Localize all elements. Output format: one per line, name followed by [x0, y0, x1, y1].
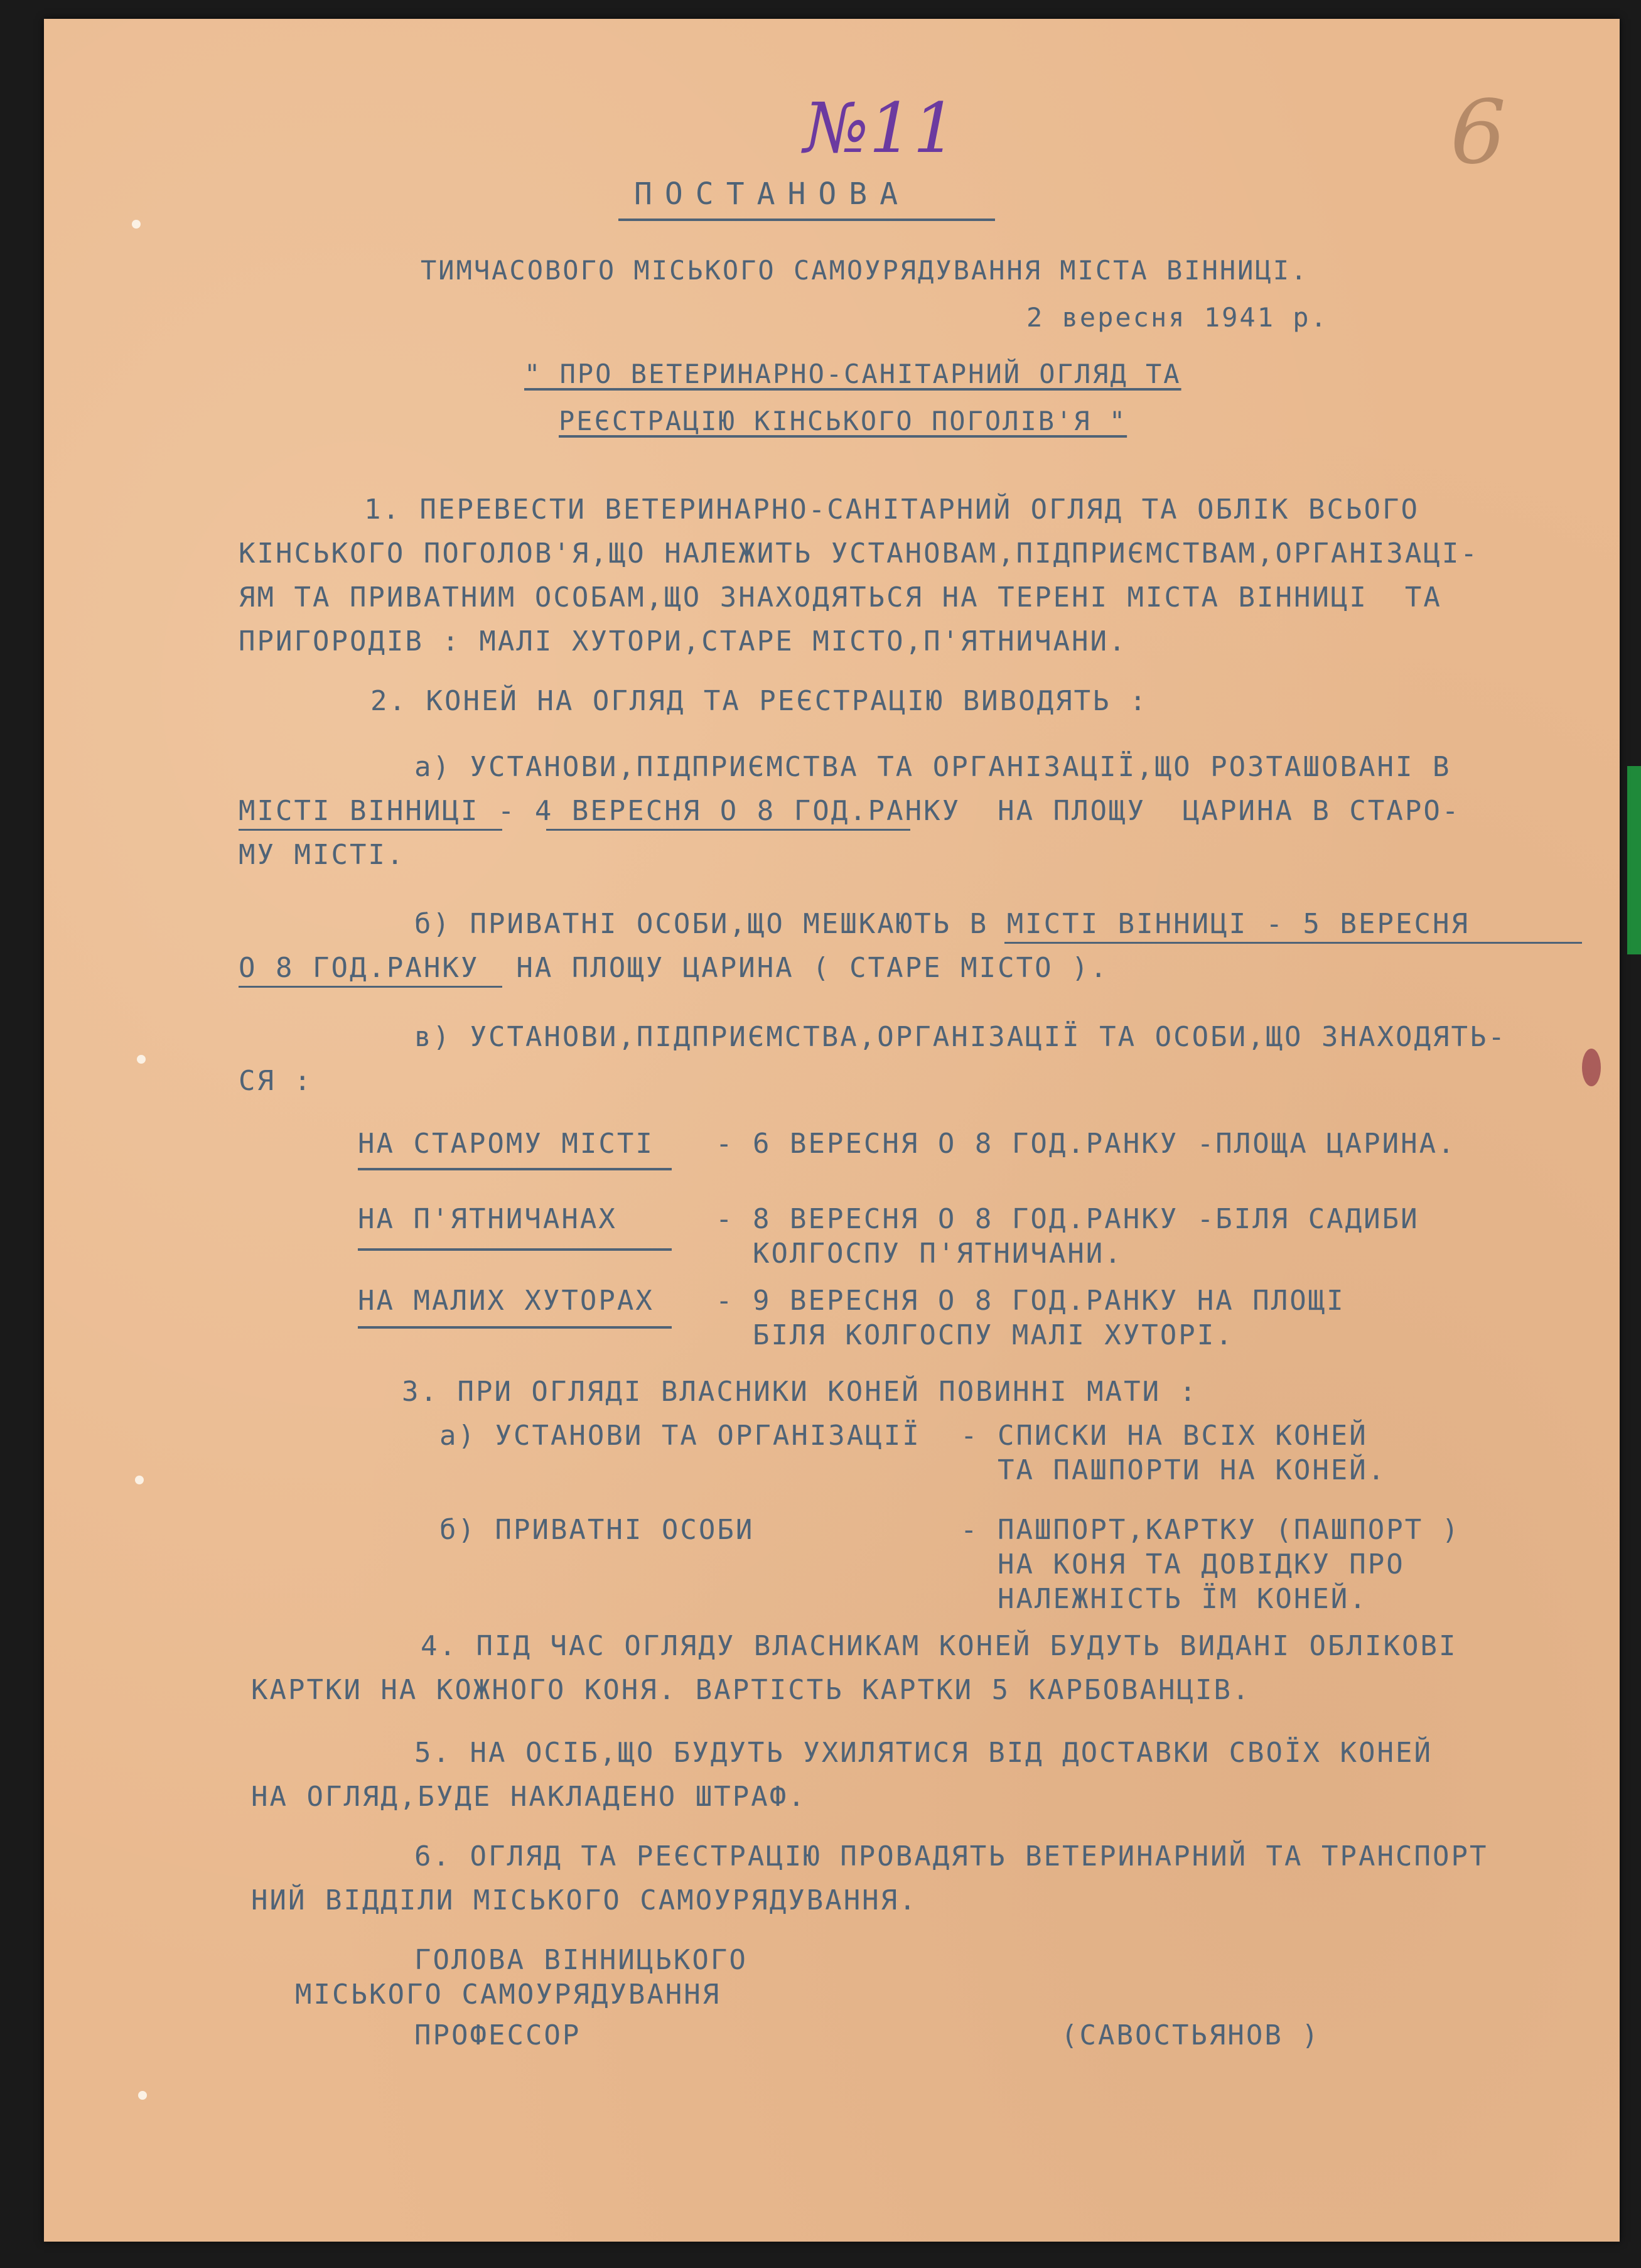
- schedule-time: - 6 ВЕРЕСНЯ О 8 ГОД.РАНКУ -ПЛОЩА ЦАРИНА.: [716, 1128, 1456, 1160]
- document-page: [44, 19, 1620, 2242]
- schedule-time: - 9 ВЕРЕСНЯ О 8 ГОД.РАНКУ НА ПЛОЩІ: [716, 1285, 1345, 1317]
- handwritten-page-number: 6: [1450, 82, 1507, 184]
- underline: [239, 986, 502, 988]
- underline: [1004, 942, 1582, 944]
- signature-line: ГОЛОВА ВІННИЦЬКОГО: [414, 1944, 748, 1976]
- p2a-line: МУ МІСТІ.: [239, 839, 406, 871]
- p2a-line: а) УСТАНОВИ,ПІДПРИЄМСТВА ТА ОРГАНІЗАЦІЇ,ЩО РОЗТАШОВАНІ В: [414, 751, 1451, 783]
- subject-line-1: " ПРО ВЕТЕРИНАРНО-САНІТАРНИЙ ОГЛЯД ТА: [524, 359, 1181, 389]
- p3b-right: - ПАШПОРТ,КАРТКУ (ПАШПОРТ ): [960, 1514, 1461, 1546]
- schedule-place: НА П'ЯТНИЧАНАХ: [358, 1203, 617, 1235]
- folder-tab: [1627, 766, 1641, 954]
- p1-line: ЯМ ТА ПРИВАТНИМ ОСОБАМ,ЩО ЗНАХОДЯТЬСЯ НА ТЕРЕНІ МІСТА ВІННИЦІ ТА: [239, 581, 1442, 613]
- punch-hole: [135, 1476, 144, 1484]
- p2c-line: в) УСТАНОВИ,ПІДПРИЄМСТВА,ОРГАНІЗАЦІЇ ТА ОСОБИ,ЩО ЗНАХОДЯТЬ-: [414, 1021, 1507, 1053]
- p3b-right: НА КОНЯ ТА ДОВІДКУ ПРО: [960, 1548, 1405, 1580]
- p5-line: 5. НА ОСІБ,ЩО БУДУТЬ УХИЛЯТИСЯ ВІД ДОСТАВКИ СВОЇХ КОНЕЙ: [414, 1737, 1433, 1769]
- p3a-right: ТА ПАШПОРТИ НА КОНЕЙ.: [960, 1454, 1387, 1486]
- issuer-line: ТИМЧАСОВОГО МІСЬКОГО САМОУРЯДУВАННЯ МІСТА ВІННИЦІ.: [421, 255, 1309, 286]
- underline: [358, 1168, 672, 1170]
- signature-line: ПРОФЕССОР: [414, 2019, 581, 2051]
- title-underline: [618, 219, 995, 221]
- p2b-line: О 8 ГОД.РАНКУ НА ПЛОЩУ ЦАРИНА ( СТАРЕ МІСТО ).: [239, 952, 1109, 984]
- p3b-right: НАЛЕЖНІСТЬ ЇМ КОНЕЙ.: [960, 1583, 1368, 1615]
- handwritten-doc-number: №11: [804, 88, 957, 168]
- p2b-line: б) ПРИВАТНІ ОСОБИ,ЩО МЕШКАЮТЬ В МІСТІ ВІННИЦІ - 5 ВЕРЕСНЯ: [414, 908, 1470, 940]
- p1-line: 1. ПЕРЕВЕСТИ ВЕТЕРИНАРНО-САНІТАРНИЙ ОГЛЯД ТА ОБЛІК ВСЬОГО: [364, 494, 1419, 526]
- underline: [546, 829, 910, 831]
- p3a-left: а) УСТАНОВИ ТА ОРГАНІЗАЦІЇ: [439, 1420, 921, 1452]
- signatory-name: (САВОСТЬЯНОВ ): [1061, 2019, 1320, 2051]
- subject-line-2: РЕЄСТРАЦІЮ КІНСЬКОГО ПОГОЛІВ'Я ": [559, 406, 1127, 436]
- p2-line: 2. КОНЕЙ НА ОГЛЯД ТА РЕЄСТРАЦІЮ ВИВОДЯТЬ :: [370, 685, 1148, 717]
- punch-hole: [138, 2091, 147, 2100]
- schedule-time: - 8 ВЕРЕСНЯ О 8 ГОД.РАНКУ -БІЛЯ САДИБИ: [716, 1203, 1419, 1235]
- p6-line: НИЙ ВІДДІЛИ МІСЬКОГО САМОУРЯДУВАННЯ.: [251, 1884, 918, 1916]
- ink-stain: [1582, 1049, 1601, 1086]
- p3-line: 3. ПРИ ОГЛЯДІ ВЛАСНИКИ КОНЕЙ ПОВИННІ МАТИ :: [402, 1376, 1198, 1408]
- document-title: ПОСТАНОВА: [634, 176, 911, 212]
- underline: [358, 1326, 672, 1329]
- punch-hole: [137, 1055, 146, 1064]
- p3a-right: - СПИСКИ НА ВСІХ КОНЕЙ: [960, 1420, 1368, 1452]
- p1-line: КІНСЬКОГО ПОГОЛОВ'Я,ЩО НАЛЕЖИТЬ УСТАНОВАМ,ПІДПРИЄМСТВАМ,ОРГАНІЗАЦІ-: [239, 537, 1479, 570]
- p3b-left: б) ПРИВАТНІ ОСОБИ: [439, 1514, 755, 1546]
- p4-line: КАРТКИ НА КОЖНОГО КОНЯ. ВАРТІСТЬ КАРТКИ 5 КАРБОВАНЦІВ.: [251, 1674, 1251, 1706]
- underline: [239, 829, 502, 831]
- schedule-time: КОЛГОСПУ П'ЯТНИЧАНИ.: [716, 1238, 1123, 1270]
- document-date: 2 вересня 1941 р.: [1026, 302, 1328, 333]
- p2c-line: СЯ :: [239, 1065, 313, 1097]
- p4-line: 4. ПІД ЧАС ОГЛЯДУ ВЛАСНИКАМ КОНЕЙ БУДУТЬ ВИДАНІ ОБЛІКОВІ: [421, 1630, 1458, 1662]
- p5-line: НА ОГЛЯД,БУДЕ НАКЛАДЕНО ШТРАФ.: [251, 1781, 807, 1813]
- schedule-place: НА МАЛИХ ХУТОРАХ: [358, 1285, 654, 1317]
- p2a-line: МІСТІ ВІННИЦІ - 4 ВЕРЕСНЯ О 8 ГОД.РАНКУ НА ПЛОЩУ ЦАРИНА В СТАРО-: [239, 795, 1461, 827]
- schedule-time: БІЛЯ КОЛГОСПУ МАЛІ ХУТОРІ.: [716, 1319, 1234, 1351]
- punch-hole: [132, 220, 141, 229]
- p1-line: ПРИГОРОДІВ : МАЛІ ХУТОРИ,СТАРЕ МІСТО,П'ЯТНИЧАНИ.: [239, 625, 1127, 657]
- p6-line: 6. ОГЛЯД ТА РЕЄСТРАЦІЮ ПРОВАДЯТЬ ВЕТЕРИНАРНИЙ ТА ТРАНСПОРТ: [414, 1840, 1488, 1872]
- underline: [358, 1248, 672, 1251]
- signature-line: МІСЬКОГО САМОУРЯДУВАННЯ: [295, 1979, 721, 2011]
- schedule-place: НА СТАРОМУ МІСТІ: [358, 1128, 654, 1160]
